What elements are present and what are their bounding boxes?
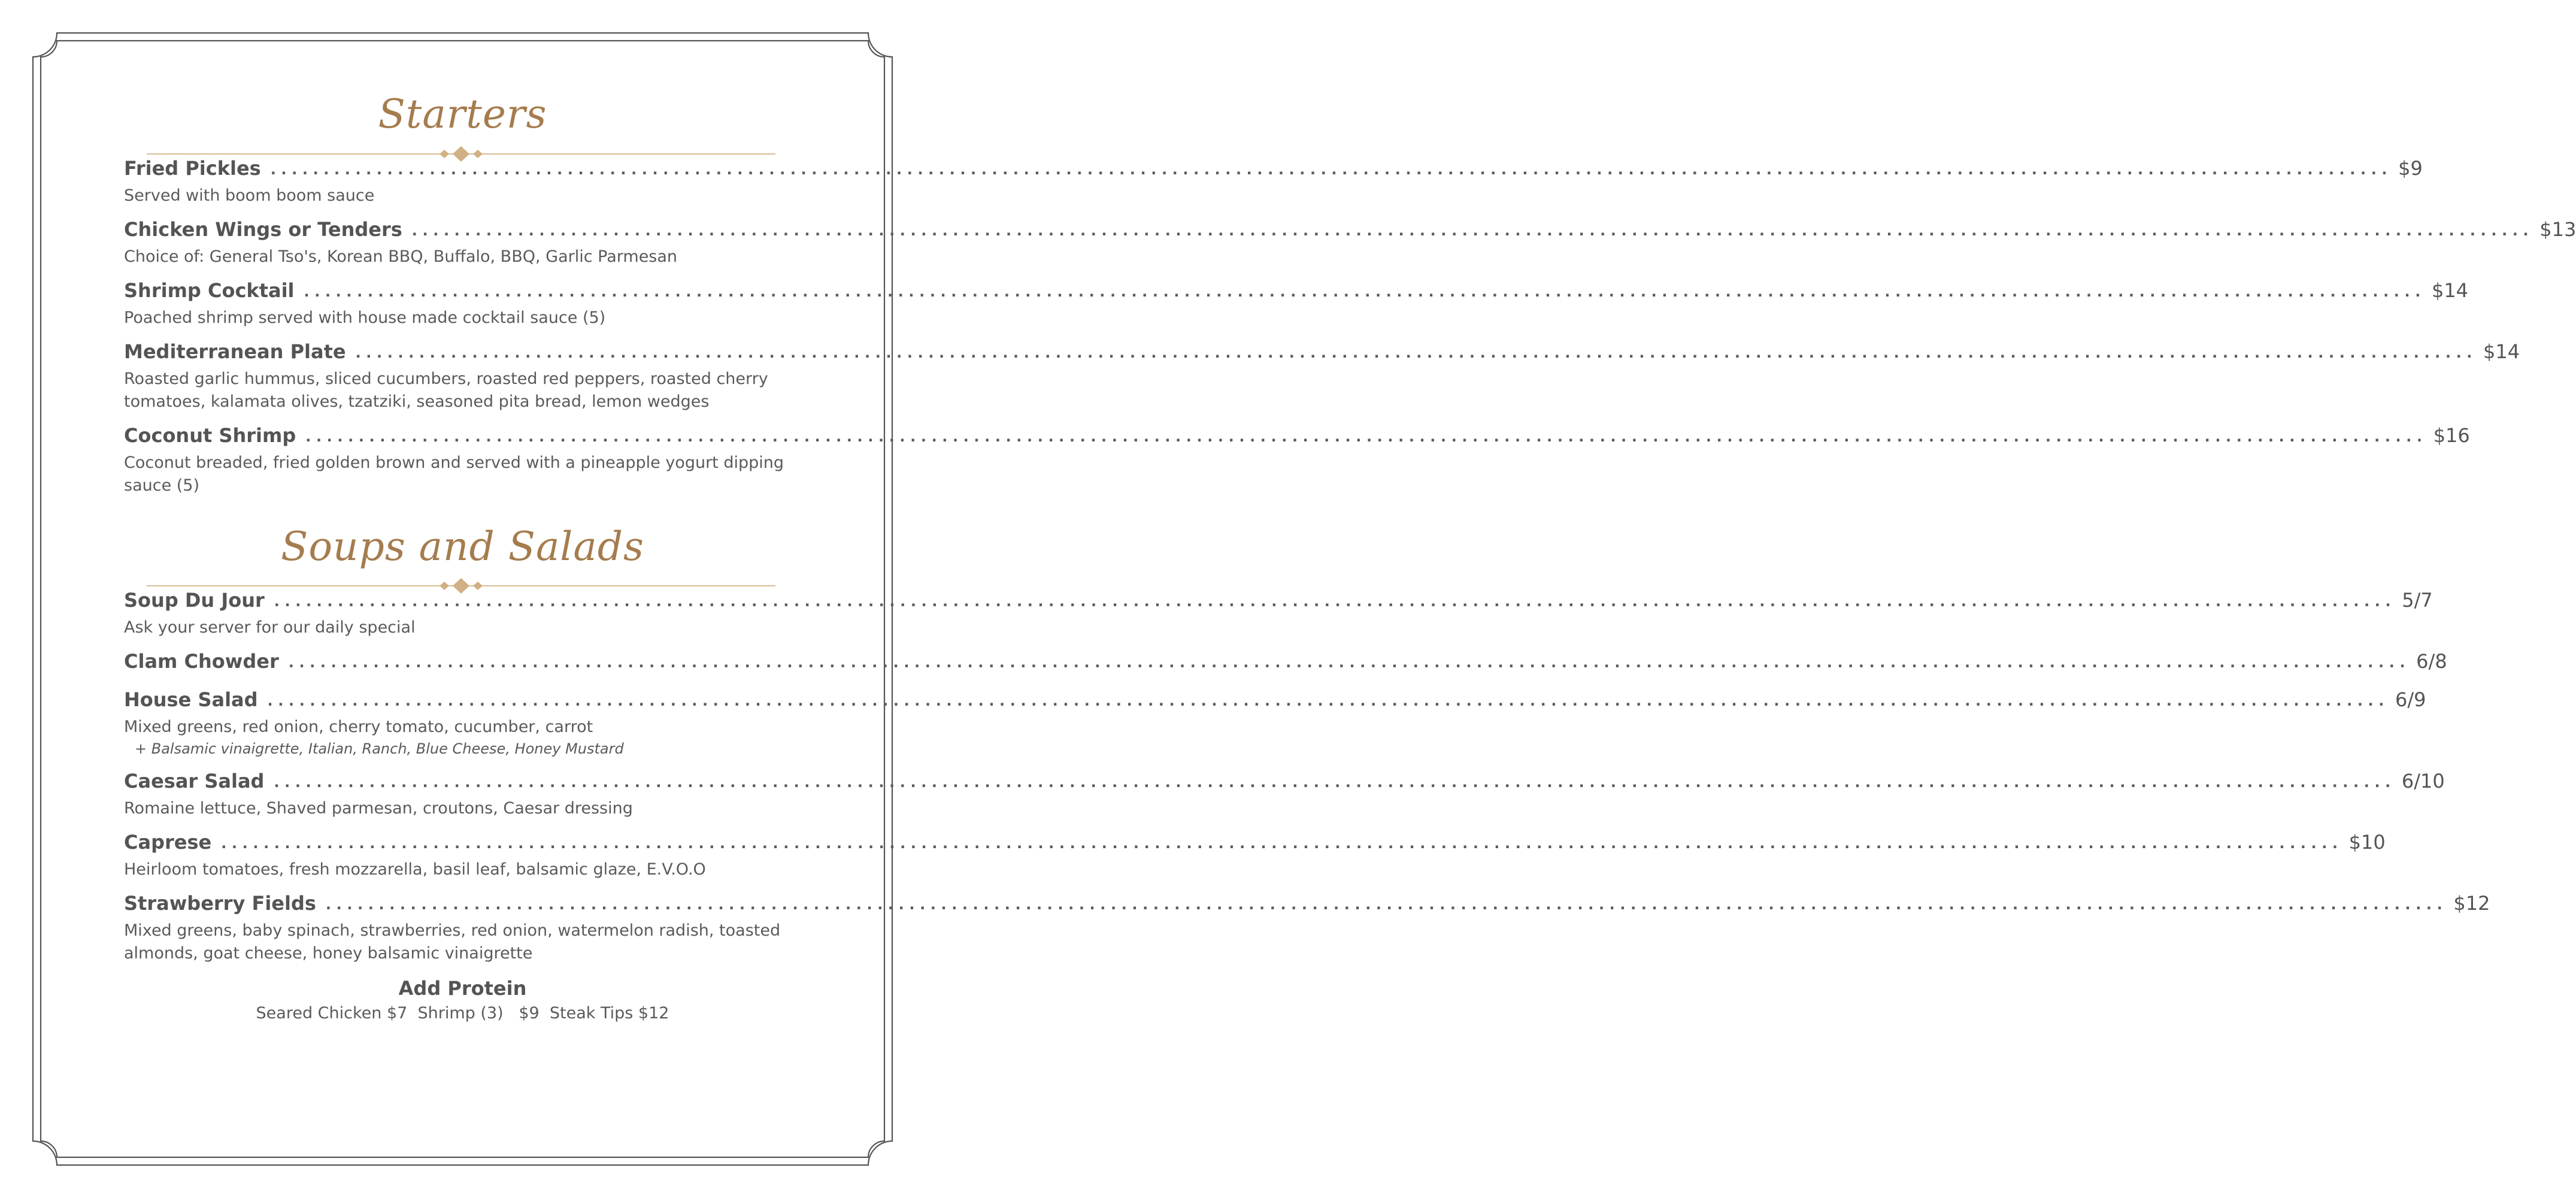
item-price: $14 — [2431, 279, 2469, 302]
dot-leader: ........................................................................................................................................................................................................ — [288, 654, 2411, 671]
item-price: 6/10 — [2401, 770, 2445, 792]
item-description: Poached shrimp served with house made cocktail sauce (5) — [124, 308, 606, 327]
dot-leader: ........................................................................................................................................................................................................ — [274, 593, 2396, 610]
menu-item — [124, 770, 2445, 820]
item-name: Caesar Salad — [124, 770, 265, 792]
item-name: Chicken Wings or Tenders — [124, 218, 402, 241]
item-name: House Salad — [124, 688, 258, 711]
dot-leader: ........................................................................................................................................................................................................ — [325, 896, 2448, 913]
add-protein-heading: Add Protein — [398, 977, 527, 1000]
item-price: $10 — [2348, 831, 2386, 854]
menu-item — [124, 831, 2386, 881]
menu-item — [124, 340, 2520, 413]
item-price: 6/8 — [2416, 650, 2447, 673]
item-price: $12 — [2453, 892, 2490, 915]
menu-item — [124, 892, 2490, 965]
dot-leader: ........................................................................................................................................................................................................ — [355, 344, 2478, 361]
dot-leader: ........................................................................................................................................................................................................ — [305, 428, 2427, 445]
item-name: Strawberry Fields — [124, 892, 316, 915]
item-description: Coconut breaded, fried golden brown and served with a pineapple yogurt dipping sauce (5) — [124, 453, 784, 495]
menu-item — [124, 279, 2469, 329]
item-description: Choice of: General Tso's, Korean BBQ, Buffalo, BBQ, Garlic Parmesan — [124, 247, 678, 266]
menu-item — [124, 688, 2426, 759]
dot-leader: ........................................................................................................................................................................................................ — [304, 283, 2426, 300]
item-name: Caprese — [124, 831, 212, 854]
item-price: 5/7 — [2402, 589, 2433, 612]
menu-item — [124, 424, 2470, 497]
menu-item — [124, 589, 2433, 639]
item-description: Served with boom boom sauce — [124, 186, 375, 205]
dot-leader: ........................................................................................................................................................................................................ — [221, 835, 2343, 852]
add-protein-options: Seared Chicken $7 Shrimp (3) $9 Steak Tips $12 — [256, 1004, 669, 1022]
dot-leader: ........................................................................................................................................................................................................ — [267, 692, 2389, 709]
item-name: Coconut Shrimp — [124, 424, 296, 447]
item-name: Fried Pickles — [124, 157, 261, 180]
item-description: Mixed greens, red onion, cherry tomato, cucumber, carrot — [124, 718, 593, 736]
section-title-soups-and-salads: Soups and Salads — [281, 524, 644, 570]
item-description: Heirloom tomatoes, fresh mozzarella, basil leaf, balsamic glaze, E.V.O.O — [124, 860, 706, 879]
item-description: Roasted garlic hummus, sliced cucumbers, roasted red peppers, roasted cherry tomatoes, kalamata olives, tzatziki, seasoned pita bread, lemon wedges — [124, 370, 768, 411]
dot-leader: ........................................................................................................................................................................................................ — [270, 161, 2393, 178]
item-price: $13 — [2539, 218, 2576, 241]
item-price: $16 — [2433, 424, 2470, 447]
item-price: 6/9 — [2395, 688, 2426, 711]
item-description: Romaine lettuce, Shaved parmesan, croutons, Caesar dressing — [124, 799, 633, 818]
menu-item — [124, 650, 2447, 673]
item-price: $9 — [2398, 157, 2423, 180]
dot-leader: ........................................................................................................................................................................................................ — [274, 774, 2396, 791]
menu-item — [124, 218, 2576, 268]
item-description: Ask your server for our daily special — [124, 618, 416, 637]
item-description: Mixed greens, baby spinach, strawberries, red onion, watermelon radish, toasted almonds, goat cheese, honey balsamic vinaigrette — [124, 921, 781, 963]
item-price: $14 — [2483, 340, 2520, 363]
dot-leader: ........................................................................................................................................................................................................ — [411, 222, 2534, 239]
menu-item — [124, 157, 2423, 207]
item-name: Mediterranean Plate — [124, 340, 346, 363]
dressing-options: + Balsamic vinaigrette, Italian, Ranch, Blue Cheese, Honey Mustard — [135, 740, 624, 757]
item-name: Shrimp Cocktail — [124, 279, 295, 302]
item-name: Clam Chowder — [124, 650, 279, 673]
section-title-starters: Starters — [378, 91, 547, 137]
item-name: Soup Du Jour — [124, 589, 265, 612]
